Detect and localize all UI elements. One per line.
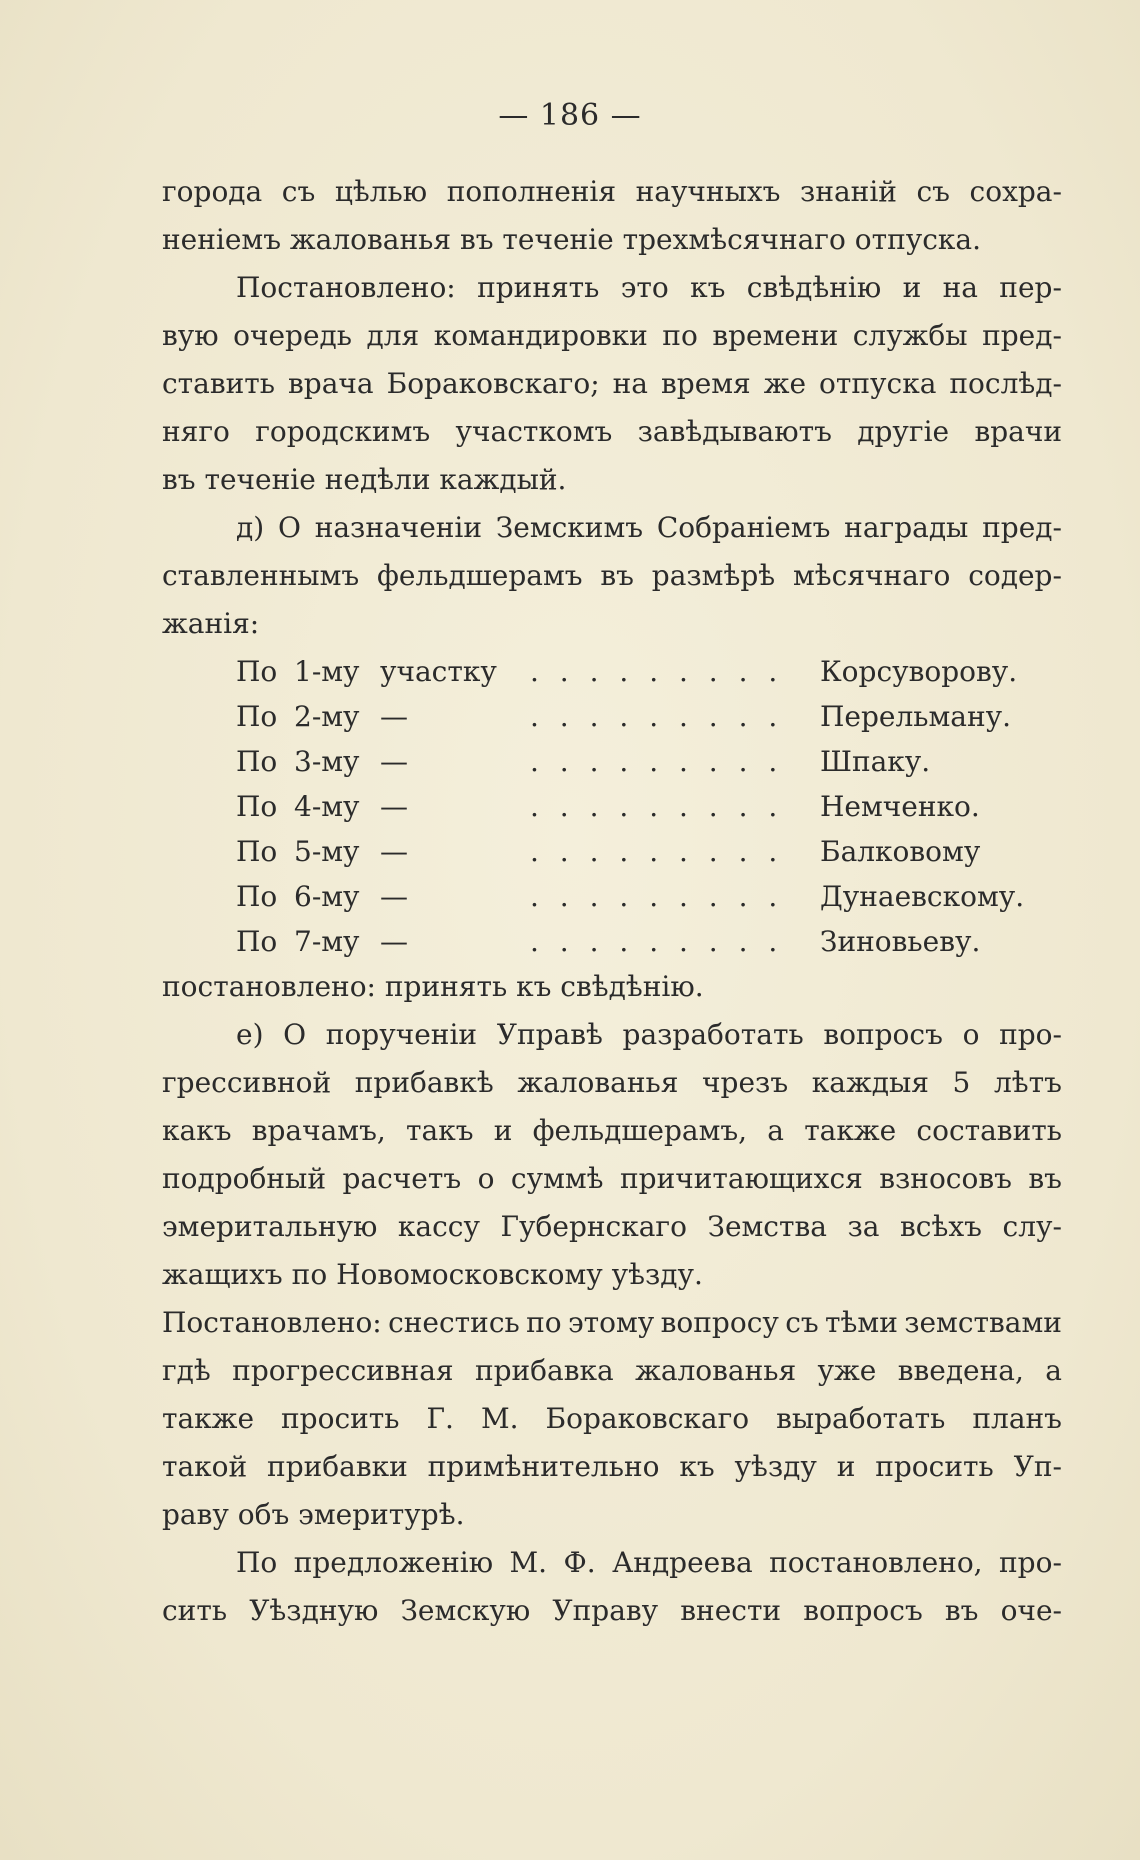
award-recipient: Корсуворову. [820, 655, 1018, 688]
word: по [662, 319, 698, 352]
text-line [162, 552, 1062, 600]
award-plot-number: 2-му [294, 700, 360, 733]
word: Уѣздную [249, 1594, 379, 1627]
text-line [162, 1587, 1062, 1635]
word: жалованья [517, 1066, 679, 1099]
text-line [162, 1395, 1062, 1443]
text-line [162, 264, 1062, 312]
award-recipient: Балковому [820, 835, 981, 868]
award-recipient: Зиновьеву. [820, 925, 981, 958]
word: по [526, 1306, 562, 1339]
text-line [162, 1203, 1062, 1251]
word: гдѣ [162, 1354, 211, 1387]
word: внести [680, 1594, 782, 1627]
word: Уп- [1013, 1450, 1062, 1483]
text-line [162, 1155, 1062, 1203]
word: знаній [800, 175, 897, 208]
word: М. [480, 1402, 519, 1435]
word: фельдшерамъ, [532, 1114, 748, 1147]
award-row [236, 648, 1062, 693]
award-plot-number: 3-му [294, 745, 360, 778]
word: пополненія [446, 175, 617, 208]
word: назначеніи [314, 511, 483, 544]
word: съ [281, 175, 316, 208]
word: также [162, 1402, 255, 1435]
word: прибавкѣ [354, 1066, 494, 1099]
award-po: По [236, 835, 278, 868]
word: вопросъ [803, 1594, 923, 1627]
word: Андреева [612, 1546, 753, 1579]
word: къ [679, 1450, 715, 1483]
word: съ [916, 175, 950, 208]
word: введена, [897, 1354, 1024, 1387]
word: уѣзду [734, 1450, 817, 1483]
text-line: постановлено: принять къ свѣдѣнію. [162, 970, 704, 1003]
award-plot-number: 5-му [294, 835, 360, 868]
word: такъ [406, 1114, 474, 1147]
word: Управѣ [496, 1018, 603, 1051]
word: порученіи [325, 1018, 478, 1051]
word: а [1045, 1354, 1062, 1387]
word: О [277, 511, 301, 544]
word: Постановлено: [162, 1306, 382, 1339]
word: время [661, 367, 751, 400]
word: а [767, 1114, 784, 1147]
word: въ [1028, 1162, 1062, 1195]
word: врачи [974, 415, 1062, 448]
word: отпуска [819, 367, 937, 400]
word: сить [162, 1594, 228, 1627]
word: размѣрѣ [651, 559, 776, 592]
word: суммѣ [510, 1162, 604, 1195]
word: д) [236, 511, 265, 544]
award-row [236, 873, 1062, 918]
word: всѣхъ [900, 1210, 982, 1243]
word: слу- [1002, 1210, 1062, 1243]
word: разработать [622, 1018, 804, 1051]
word: научныхъ [635, 175, 781, 208]
word: пред- [982, 511, 1062, 544]
word: планъ [972, 1402, 1062, 1435]
word: Бораковскаго [545, 1402, 750, 1435]
word: Собраніемъ [656, 511, 831, 544]
text-line [162, 360, 1062, 408]
word: 5 [952, 1066, 971, 1099]
word: Г. [426, 1402, 454, 1435]
word: прибавки [267, 1450, 408, 1483]
body-text [162, 168, 1062, 1635]
text-line: въ теченіе недѣли каждый. [162, 463, 567, 496]
word: взносовъ [879, 1162, 1012, 1195]
award-leader-dots: . . . . . . . . . [530, 880, 784, 913]
word: командировки [433, 319, 648, 352]
word: подробный [162, 1162, 327, 1195]
word: врачамъ, [251, 1114, 386, 1147]
word: съ [785, 1306, 819, 1339]
word: снестись [388, 1306, 520, 1339]
page-number: — 186 — [498, 98, 642, 133]
text-line [162, 408, 1062, 456]
word: награды [844, 511, 969, 544]
word: По [236, 1546, 278, 1579]
word: прибавка [474, 1354, 614, 1387]
award-leader-dots: . . . . . . . . . [530, 700, 784, 733]
word: няго [162, 415, 230, 448]
word: просить [281, 1402, 400, 1435]
word: въ [600, 559, 634, 592]
word: е) [236, 1018, 264, 1051]
text-line: жащихъ по Новомосковскому уѣзду. [162, 1258, 703, 1291]
word: расчетъ [342, 1162, 462, 1195]
word: причитающихся [619, 1162, 863, 1195]
text-line [162, 1059, 1062, 1107]
word: Земскимъ [495, 511, 644, 544]
word: земствами [904, 1306, 1062, 1339]
word: Земскую [400, 1594, 531, 1627]
word: предложенію [293, 1546, 494, 1579]
word: тѣми [825, 1306, 898, 1339]
word: составить [916, 1114, 1062, 1147]
award-plot: — [380, 745, 408, 778]
word: Ф. [563, 1546, 596, 1579]
award-po: По [236, 745, 278, 778]
text-line: жанія: [162, 607, 260, 640]
word: и [493, 1114, 513, 1147]
award-po: По [236, 925, 278, 958]
word: лѣтъ [993, 1066, 1062, 1099]
word: Земства [707, 1210, 827, 1243]
word: эмеритальную [162, 1210, 378, 1243]
award-plot: — [380, 835, 408, 868]
award-recipient: Дунаевскому. [820, 880, 1025, 913]
word: принять [477, 271, 600, 304]
word: послѣд- [949, 367, 1062, 400]
award-po: По [236, 790, 278, 823]
word: сохра- [969, 175, 1062, 208]
word: къ [690, 271, 726, 304]
word: мѣсячнаго [792, 559, 951, 592]
word: завѣдываютъ [637, 415, 832, 448]
award-leader-dots: . . . . . . . . . [530, 925, 784, 958]
award-plot-number: 1-му [294, 655, 360, 688]
word: какъ [162, 1114, 232, 1147]
word: про- [999, 1018, 1062, 1051]
text-line [162, 1107, 1062, 1155]
text-line [162, 1299, 1062, 1347]
word: чрезъ [702, 1066, 789, 1099]
word: и [836, 1450, 856, 1483]
award-plot: участку [380, 655, 497, 688]
word: городскимъ [255, 415, 431, 448]
word: этому [567, 1306, 655, 1339]
word: вопросъ [823, 1018, 943, 1051]
word: цѣлью [334, 175, 428, 208]
award-row [236, 783, 1062, 828]
word: О [283, 1018, 307, 1051]
word: вопросу [660, 1306, 779, 1339]
word: М. [509, 1546, 548, 1579]
word: это [620, 271, 669, 304]
word: содер- [968, 559, 1062, 592]
word: службы [852, 319, 968, 352]
text-line [162, 1539, 1062, 1587]
word: Управу [552, 1594, 659, 1627]
word: вую [162, 319, 219, 352]
word: города [162, 175, 263, 208]
word: времени [712, 319, 839, 352]
award-plot-number: 4-му [294, 790, 360, 823]
word: пер- [999, 271, 1062, 304]
award-leader-dots: . . . . . . . . . [530, 745, 784, 778]
word: прогрессивная [232, 1354, 454, 1387]
text-line [162, 312, 1062, 360]
word: о [477, 1162, 495, 1195]
word: пред- [982, 319, 1062, 352]
award-row [236, 918, 1062, 963]
award-plot: — [380, 925, 408, 958]
word: Губернскаго [500, 1210, 687, 1243]
word: постановлено, [769, 1546, 983, 1579]
text-line [162, 1347, 1062, 1395]
award-plot: — [380, 700, 408, 733]
word: жалованья [635, 1354, 797, 1387]
word: уже [817, 1354, 877, 1387]
word: кассу [397, 1210, 480, 1243]
word: другіе [857, 415, 950, 448]
award-recipient: Шпаку. [820, 745, 931, 778]
word: для [366, 319, 420, 352]
award-recipient: Перельману. [820, 700, 1012, 733]
award-po: По [236, 880, 278, 913]
word: ставленнымъ [162, 559, 360, 592]
word: очередь [233, 319, 353, 352]
word: свѣдѣнію [746, 271, 882, 304]
word: просить [875, 1450, 994, 1483]
award-leader-dots: . . . . . . . . . [530, 790, 784, 823]
award-plot: — [380, 880, 408, 913]
word: ставить [162, 367, 276, 400]
word: Постановлено: [236, 271, 456, 304]
word: про- [999, 1546, 1062, 1579]
award-po: По [236, 655, 278, 688]
text-line [162, 1443, 1062, 1491]
word: врача [288, 367, 374, 400]
word: на [942, 271, 978, 304]
text-line: раву объ эмеритурѣ. [162, 1498, 465, 1531]
award-row [236, 828, 1062, 873]
word: же [763, 367, 807, 400]
word: фельдшерамъ [377, 559, 583, 592]
word: и [902, 271, 922, 304]
award-plot-number: 7-му [294, 925, 360, 958]
award-row [236, 693, 1062, 738]
word: за [847, 1210, 880, 1243]
word: оче- [1000, 1594, 1062, 1627]
word: участкомъ [455, 415, 613, 448]
word: выработать [776, 1402, 946, 1435]
text-line [162, 1011, 1062, 1059]
award-plot: — [380, 790, 408, 823]
award-po: По [236, 700, 278, 733]
word: примѣнительно [427, 1450, 660, 1483]
award-leader-dots: . . . . . . . . . [530, 835, 784, 868]
word: каждыя [811, 1066, 929, 1099]
word: въ [944, 1594, 979, 1627]
award-recipient: Немченко. [820, 790, 980, 823]
award-row [236, 738, 1062, 783]
award-leader-dots: . . . . . . . . . [530, 655, 784, 688]
word: о [962, 1018, 980, 1051]
text-line [162, 168, 1062, 216]
word: на [612, 367, 648, 400]
word: Бораковскаго; [386, 367, 600, 400]
word: такой [162, 1450, 248, 1483]
word: грессивной [162, 1066, 332, 1099]
text-line [162, 504, 1062, 552]
awards-list [162, 648, 1062, 963]
text-line: неніемъ жалованья въ теченіе трехмѣсячнаго отпуска. [162, 223, 981, 256]
award-plot-number: 6-му [294, 880, 360, 913]
word: также [804, 1114, 897, 1147]
